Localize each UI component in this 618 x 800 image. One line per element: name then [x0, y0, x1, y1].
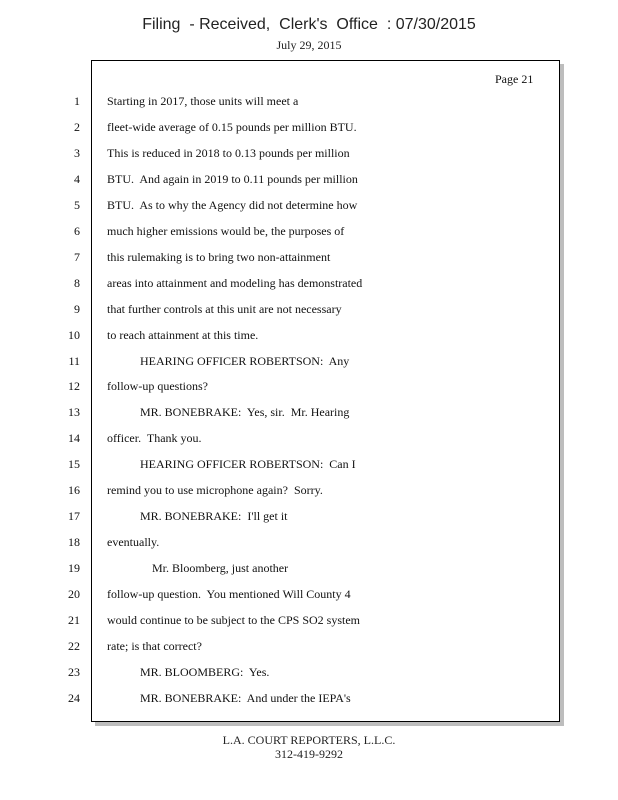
- line-number: 22: [68, 638, 80, 653]
- transcript-line: [0, 639, 618, 657]
- line-number: 8: [74, 275, 80, 290]
- line-number: 17: [68, 509, 80, 524]
- line-text: HEARING OFFICER ROBERTSON: Any: [107, 353, 350, 368]
- line-text: follow-up questions?: [107, 379, 208, 394]
- footer: [0, 733, 618, 761]
- transcript-line: [0, 120, 618, 138]
- line-text: Mr. Bloomberg, just another: [107, 561, 289, 576]
- line-number: 16: [68, 483, 80, 498]
- transcript-line: [0, 509, 618, 527]
- line-text: officer. Thank you.: [107, 431, 202, 446]
- line-number: 12: [68, 379, 80, 394]
- line-number: 13: [68, 405, 80, 420]
- line-number: 4: [74, 171, 80, 186]
- line-number: 21: [68, 613, 80, 627]
- line-text: much higher emissions would be, the purposes of: [107, 223, 345, 238]
- line-text: this rulemaking is to bring two non-attainment: [107, 249, 331, 264]
- line-text: BTU. As to why the Agency did not determine how: [107, 197, 358, 212]
- line-text: Starting in 2017, those units will meet a: [107, 94, 299, 108]
- transcript-line: [0, 172, 618, 190]
- line-text: areas into attainment and modeling has demonstrated: [107, 275, 363, 290]
- transcript-line: [0, 431, 618, 449]
- line-text: HEARING OFFICER ROBERTSON: Can I: [107, 457, 356, 472]
- line-number: 11: [68, 353, 80, 368]
- transcript-line: [0, 146, 618, 164]
- transcript-line: [0, 328, 618, 346]
- line-number: 2: [74, 119, 80, 134]
- line-text: eventually.: [107, 535, 160, 550]
- transcript-line: [0, 94, 618, 112]
- transcript-line: [0, 250, 618, 268]
- line-number: 15: [68, 457, 80, 472]
- line-text: to reach attainment at this time.: [107, 327, 259, 342]
- footer-phone: 312-419-9292: [275, 747, 343, 761]
- line-text: This is reduced in 2018 to 0.13 pounds per million: [107, 145, 350, 160]
- line-number: 10: [68, 327, 80, 342]
- transcript-line: [0, 665, 618, 683]
- line-number: 24: [68, 690, 80, 705]
- line-text: remind you to use microphone again? Sorry.: [107, 483, 323, 498]
- transcript-date: July 29, 2015: [276, 38, 342, 52]
- transcript-line: [0, 457, 618, 475]
- line-number: 20: [68, 587, 80, 602]
- line-number: 6: [74, 223, 80, 238]
- line-number: 5: [74, 197, 80, 212]
- line-text: follow-up question. You mentioned Will County 4: [107, 587, 351, 602]
- transcript-line: [0, 691, 618, 709]
- transcript-line: [0, 198, 618, 216]
- line-number: 14: [68, 431, 80, 446]
- transcript-line: [0, 405, 618, 423]
- line-number: 18: [68, 535, 80, 550]
- line-number: 19: [68, 561, 80, 576]
- line-text: that further controls at this unit are not necessary: [107, 301, 342, 316]
- transcript-line: [0, 613, 618, 631]
- line-text: MR. BONEBRAKE: And under the IEPA's: [107, 690, 351, 705]
- line-text: BTU. And again in 2019 to 0.11 pounds per million: [107, 171, 358, 186]
- transcript-line: [0, 379, 618, 397]
- transcript-line: [0, 224, 618, 242]
- line-text: rate; is that correct?: [107, 638, 202, 653]
- line-text: MR. BONEBRAKE: Yes, sir. Mr. Hearing: [107, 405, 350, 420]
- transcript-line: [0, 302, 618, 320]
- line-text: MR. BONEBRAKE: I'll get it: [107, 509, 288, 524]
- line-number: 3: [74, 145, 80, 160]
- transcript-line: [0, 354, 618, 372]
- line-number: 7: [74, 249, 80, 264]
- line-number: 1: [74, 94, 80, 108]
- transcript-line: [0, 561, 618, 579]
- filing-stamp: Filing - Received, Clerk's Office : 07/30/2015: [142, 16, 476, 33]
- line-text: would continue to be subject to the CPS SO2 system: [107, 613, 360, 627]
- transcript-line: [0, 535, 618, 553]
- page-number: Page 21: [495, 72, 534, 86]
- transcript-line: [0, 483, 618, 501]
- transcript-line: [0, 587, 618, 605]
- line-text: fleet-wide average of 0.15 pounds per million BTU.: [107, 119, 357, 134]
- line-text: MR. BLOOMBERG: Yes.: [107, 664, 270, 679]
- line-number: 9: [74, 301, 80, 316]
- line-number: 23: [68, 664, 80, 679]
- footer-company: L.A. COURT REPORTERS, L.L.C.: [222, 733, 396, 747]
- transcript-line: [0, 276, 618, 294]
